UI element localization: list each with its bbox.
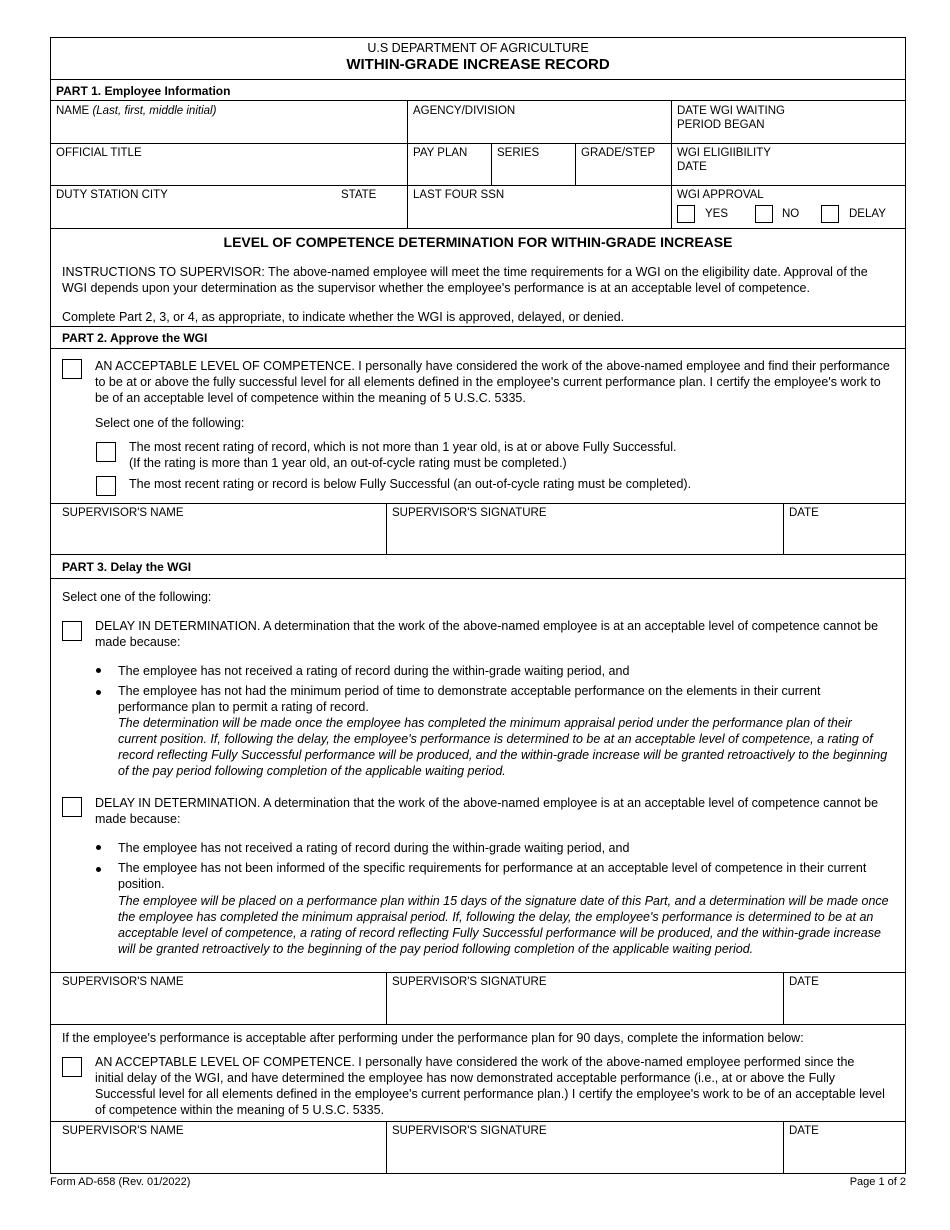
acceptable-after-delay-text: AN ACCEPTABLE LEVEL OF COMPETENCE. I personally have considered the work of the above-named employee performed since the initial delay of the WGI, and have determined the employee has now demonstrated acceptable performance (i.e., at or above the Fully Successful level for all elements defined in the employee's current performance plan.) I certify the employee's work to be of an acceptable level of competence within the meaning of 5 U.S.C. 5335.	[95, 1055, 885, 1117]
part2-heading: PART 2. Approve the WGI	[62, 331, 208, 345]
part3-supervisor-signature-label: SUPERVISOR'S SIGNATURE	[392, 976, 547, 988]
delay1-bullet1: The employee has not received a rating of record during the within-grade waiting period, and	[118, 664, 630, 678]
form-title: WITHIN-GRADE INCREASE RECORD	[346, 56, 610, 73]
part2-acceptable-text: AN ACCEPTABLE LEVEL OF COMPETENCE. I personally have considered the work of the above-named employee and find their performance to be at or above the fully successful level for all elements defined in the employee's current performance plan. I certify the employee's work to be of an acceptable level of competence within the meaning of 5 U.S.C. 5335.	[95, 359, 890, 405]
part3-date-label: DATE	[789, 976, 819, 988]
followup-date-label: DATE	[789, 1125, 819, 1137]
series-label: SERIES	[497, 147, 540, 159]
wgi-approval-yes-label: YES	[705, 208, 729, 220]
part2-select-text: Select one of the following:	[95, 416, 245, 430]
bullet-icon	[96, 845, 101, 850]
part2-option2-checkbox[interactable]	[96, 476, 116, 496]
wgi-approval-no-checkbox[interactable]	[755, 205, 773, 223]
wgi-approval-label: WGI APPROVAL	[677, 189, 764, 201]
delay1-text: DELAY IN DETERMINATION. A determination that the work of the above-named employee is at an acceptable level of competence cannot be made because:	[95, 619, 879, 649]
part3-supervisor-name-label: SUPERVISOR'S NAME	[62, 976, 184, 988]
delay2-bullet2: The employee has not been informed of the specific requirements for performance at an acceptable level of competence in their current position.	[118, 861, 867, 891]
part2-option1-text: The most recent rating of record, which is not more than 1 year old, is at or above Fully Successful. (If the rating is more than 1 year old, an out-of-cycle rating must be completed.)	[129, 440, 677, 470]
duty-station-label: DUTY STATION CITY	[56, 189, 168, 201]
last-four-ssn-label: LAST FOUR SSN	[413, 189, 505, 201]
agency-division-label: AGENCY/DIVISION	[413, 105, 516, 117]
acceptable-after-delay-checkbox[interactable]	[62, 1057, 82, 1077]
part1-heading: PART 1. Employee Information	[56, 84, 231, 98]
wgi-approval-delay-label: DELAY	[849, 208, 886, 220]
form-id: Form AD-658 (Rev. 01/2022)	[50, 1176, 191, 1188]
delay1-bullet2: The employee has not had the minimum period of time to demonstrate acceptable performance on the elements in their current performance plan to permit a rating of record.	[118, 684, 821, 714]
date-wgi-waiting-label: DATE WGI WAITING PERIOD BEGAN	[677, 105, 785, 131]
delay2-text: DELAY IN DETERMINATION. A determination that the work of the above-named employee is at an acceptable level of competence cannot be made because:	[95, 796, 879, 826]
part2-option1-checkbox[interactable]	[96, 442, 116, 462]
grade-step-label: GRADE/STEP	[581, 147, 656, 159]
delay2-italic: The employee will be placed on a performance plan within 15 days of the signature date of this Part, and a determination will be made once the employee has completed the minimum appraisal period. If, following the delay, the employee's performance is determined to be at an acceptable level of competence, a rating of record reflecting Fully Successful performance will be produced, and the within-grade increase will be granted retroactively to the beginning of the pay period following completion of the applicable waiting period.	[118, 894, 889, 956]
complete-parts-text: Complete Part 2, 3, or 4, as appropriate, to indicate whether the WGI is approved, delayed, or denied.	[62, 310, 625, 324]
part3-heading: PART 3. Delay the WGI	[62, 560, 192, 574]
bullet-icon	[96, 690, 101, 695]
part2-date-label: DATE	[789, 507, 819, 519]
pay-plan-label: PAY PLAN	[413, 147, 468, 159]
delay2-checkbox[interactable]	[62, 797, 82, 817]
followup-text: If the employee's performance is acceptable after performing under the performance plan for 90 days, complete the information below:	[62, 1031, 804, 1045]
delay1-italic: The determination will be made once the employee has completed the minimum appraisal period under the performance plan of their current position. If, following the delay, the employee's performance is determined to be at an acceptable level of competence, a rating of record reflecting Fully Successful performance will be produced, and the within-grade increase will be granted retroactively to the beginning of the pay period following completion of the applicable waiting period.	[118, 716, 888, 778]
delay2-bullet1: The employee has not received a rating of record during the within-grade waiting period, and	[118, 841, 630, 855]
delay1-checkbox[interactable]	[62, 621, 82, 641]
bullet-icon	[96, 668, 101, 673]
bullet-icon	[96, 867, 101, 872]
form-frame	[50, 37, 906, 1174]
competence-heading: LEVEL OF COMPETENCE DETERMINATION FOR WITHIN-GRADE INCREASE	[223, 234, 733, 250]
followup-supervisor-name-label: SUPERVISOR'S NAME	[62, 1125, 184, 1137]
official-title-label: OFFICIAL TITLE	[56, 147, 142, 159]
part2-supervisor-name-label: SUPERVISOR'S NAME	[62, 507, 184, 519]
state-label: STATE	[341, 189, 377, 201]
part2-option2-text: The most recent rating or record is below Fully Successful (an out-of-cycle rating must be completed).	[129, 477, 692, 491]
part2-supervisor-signature-label: SUPERVISOR'S SIGNATURE	[392, 507, 547, 519]
name-label: NAME (Last, first, middle initial)	[56, 105, 217, 117]
followup-supervisor-signature-label: SUPERVISOR'S SIGNATURE	[392, 1125, 547, 1137]
wgi-eligibility-label: WGI ELIGIIBILITY DATE	[677, 147, 771, 173]
agency-name: U.S DEPARTMENT OF AGRICULTURE	[367, 41, 589, 55]
wgi-approval-no-label: NO	[782, 208, 800, 220]
wgi-approval-delay-checkbox[interactable]	[821, 205, 839, 223]
page-number: Page 1 of 2	[849, 1176, 906, 1188]
part3-select-text: Select one of the following:	[62, 590, 212, 604]
wgi-approval-yes-checkbox[interactable]	[677, 205, 695, 223]
instructions-text: INSTRUCTIONS TO SUPERVISOR: The above-named employee will meet the time requirements for a WGI on the eligibility date. Approval of the WGI depends upon your determination as the supervisor whether the employee's performance is at an acceptable level of competence.	[62, 265, 868, 295]
part2-acceptable-checkbox[interactable]	[62, 359, 82, 379]
